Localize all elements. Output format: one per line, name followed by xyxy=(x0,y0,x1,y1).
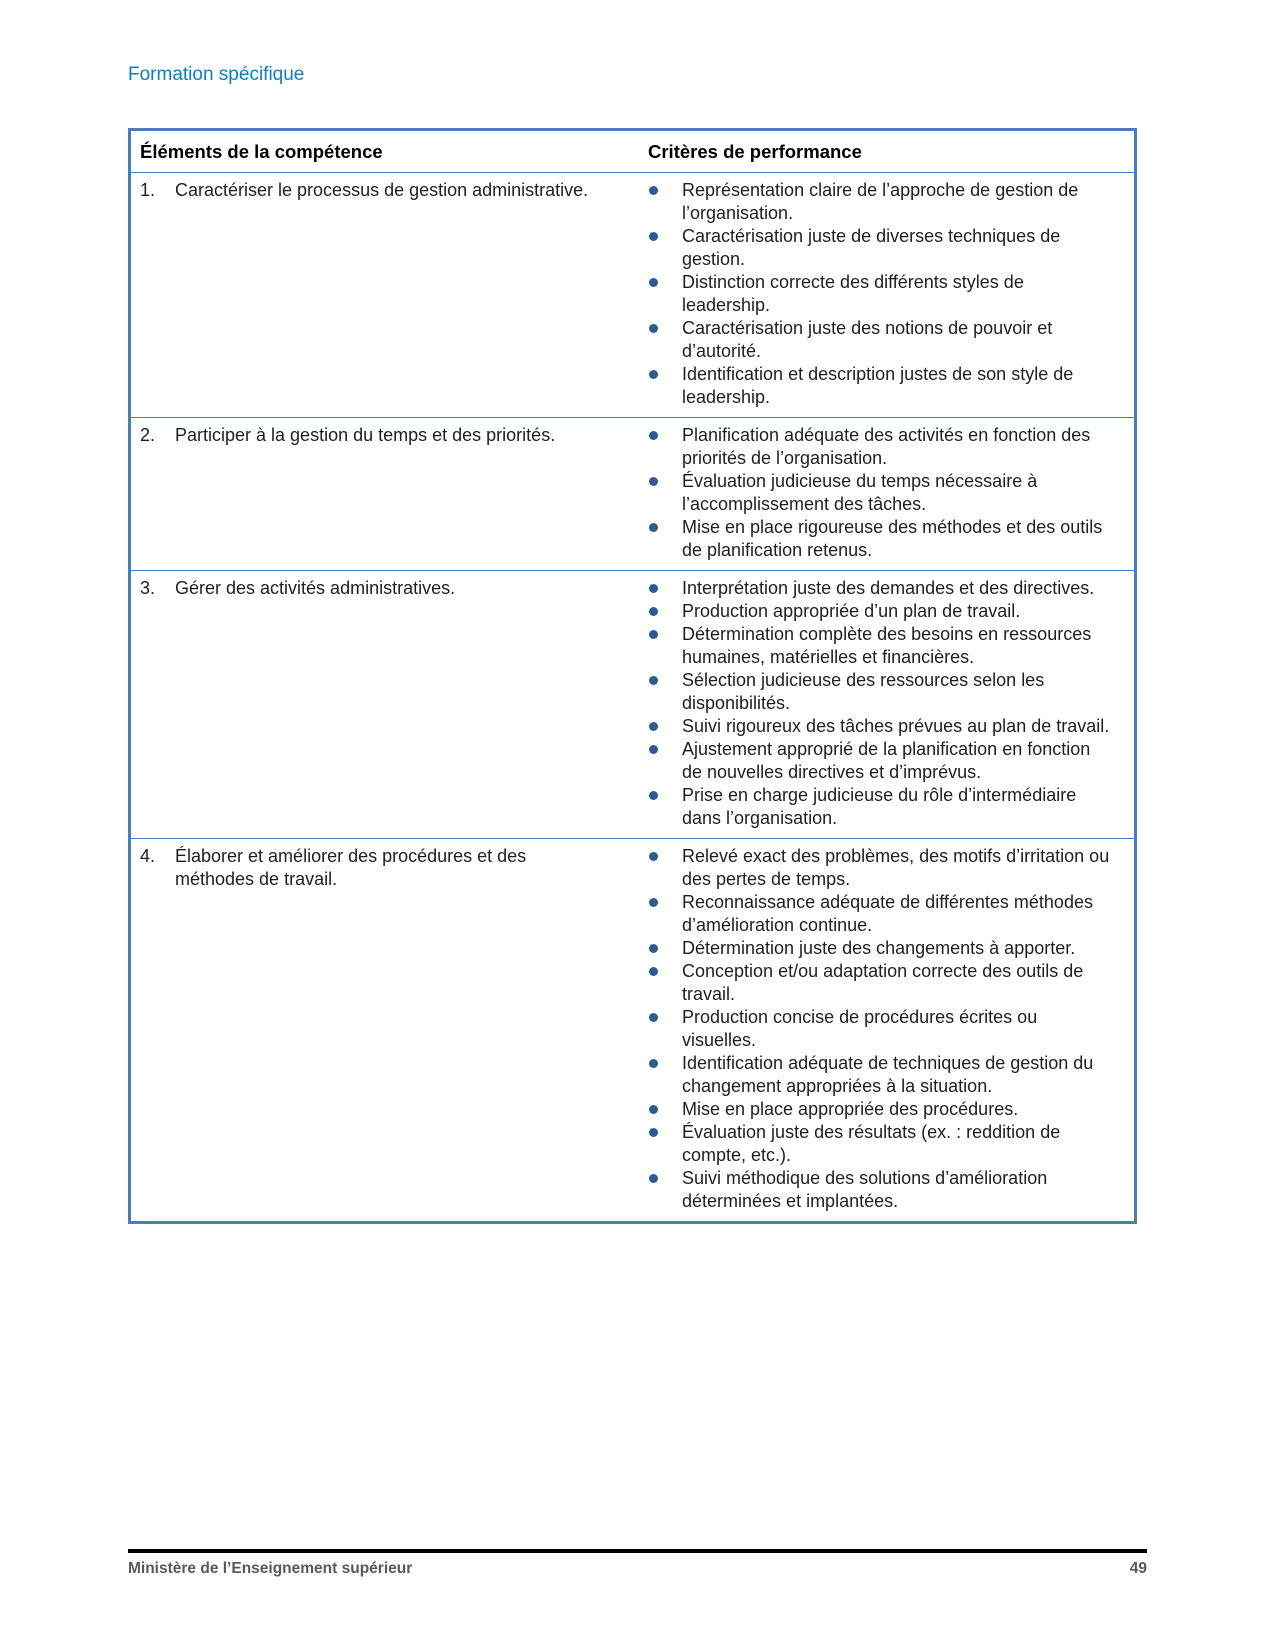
criteria-text: Production appropriée d’un plan de travail. xyxy=(682,601,1021,621)
bullet-icon xyxy=(649,1059,658,1068)
footer-ministry: Ministère de l’Enseignement supérieur xyxy=(128,1560,413,1577)
criteria-text: Suivi méthodique des solutions d’amélioration déterminées et implantées. xyxy=(682,1168,1048,1211)
bullet-icon xyxy=(649,1013,658,1022)
criteria-item xyxy=(648,600,1112,623)
criteria-item xyxy=(648,179,1112,225)
table-row xyxy=(131,173,1134,417)
criteria-text: Planification adéquate des activités en fonction des priorités de l’organisation. xyxy=(682,425,1091,468)
bullet-icon xyxy=(649,745,658,754)
criteria-text: Suivi rigoureux des tâches prévues au plan de travail. xyxy=(682,716,1110,736)
bullet-icon xyxy=(649,967,658,976)
bullet-icon xyxy=(649,630,658,639)
bullet-icon xyxy=(649,852,658,861)
element-cell xyxy=(131,571,615,838)
criteria-item xyxy=(648,424,1112,470)
criteria-item xyxy=(648,669,1112,715)
criteria-item xyxy=(648,845,1112,891)
column-header-elements: Éléments de la compétence xyxy=(140,141,383,162)
bullet-icon xyxy=(649,370,658,379)
criteria-item xyxy=(648,317,1112,363)
criteria-text: Conception et/ou adaptation correcte des outils de travail. xyxy=(682,961,1084,1004)
criteria-text: Caractérisation juste de diverses techniques de gestion. xyxy=(682,226,1061,269)
criteria-text: Représentation claire de l’approche de gestion de l’organisation. xyxy=(682,180,1079,223)
criteria-text: Distinction correcte des différents styles de leadership. xyxy=(682,272,1024,315)
bullet-icon xyxy=(649,1128,658,1137)
criteria-list xyxy=(648,577,1112,830)
criteria-item xyxy=(648,271,1112,317)
bullet-icon xyxy=(649,1105,658,1114)
bullet-icon xyxy=(649,324,658,333)
element-text: Gérer des activités administratives. xyxy=(175,578,456,598)
bullet-icon xyxy=(649,278,658,287)
criteria-list xyxy=(648,179,1112,409)
criteria-text: Détermination complète des besoins en ressources humaines, matérielles et financières. xyxy=(682,624,1092,667)
bullet-icon xyxy=(649,431,658,440)
criteria-item xyxy=(648,960,1112,1006)
bullet-icon xyxy=(649,676,658,685)
element-cell xyxy=(131,418,615,570)
criteria-text: Caractérisation juste des notions de pouvoir et d’autorité. xyxy=(682,318,1053,361)
criteria-text: Évaluation judicieuse du temps nécessaire à l’accomplissement des tâches. xyxy=(682,471,1038,514)
criteria-cell xyxy=(615,173,1134,417)
criteria-item xyxy=(648,715,1112,738)
criteria-item xyxy=(648,363,1112,409)
item-number: 1. xyxy=(140,180,156,200)
criteria-item xyxy=(648,1052,1112,1098)
table-row xyxy=(131,838,1134,1221)
bullet-icon xyxy=(649,944,658,953)
element-cell xyxy=(131,839,615,1221)
criteria-item xyxy=(648,1121,1112,1167)
criteria-text: Relevé exact des problèmes, des motifs d’irritation ou des pertes de temps. xyxy=(682,846,1110,889)
criteria-item xyxy=(648,225,1112,271)
criteria-text: Évaluation juste des résultats (ex. : reddition de compte, etc.). xyxy=(682,1122,1061,1165)
column-header-criteres: Critères de performance xyxy=(648,141,862,162)
criteria-text: Identification adéquate de techniques de gestion du changement appropriées à la situation. xyxy=(682,1053,1094,1096)
criteria-text: Reconnaissance adéquate de différentes méthodes d’amélioration continue. xyxy=(682,892,1093,935)
table-row xyxy=(131,417,1134,570)
criteria-item xyxy=(648,1006,1112,1052)
element-cell xyxy=(131,173,615,417)
criteria-text: Mise en place appropriée des procédures. xyxy=(682,1099,1019,1119)
table-body xyxy=(131,173,1134,1221)
criteria-text: Ajustement approprié de la planification en fonction de nouvelles directives et d’imprévus. xyxy=(682,739,1091,782)
criteria-item xyxy=(648,623,1112,669)
criteria-item xyxy=(648,577,1112,600)
criteria-cell xyxy=(615,571,1134,838)
criteria-item xyxy=(648,1167,1112,1213)
bullet-icon xyxy=(649,186,658,195)
criteria-item xyxy=(648,937,1112,960)
criteria-item xyxy=(648,1098,1112,1121)
footer-page-number: 49 xyxy=(1129,1560,1147,1577)
criteria-item xyxy=(648,738,1112,784)
criteria-text: Sélection judicieuse des ressources selon les disponibilités. xyxy=(682,670,1045,713)
table-header-row xyxy=(131,131,1134,173)
criteria-item xyxy=(648,470,1112,516)
criteria-cell xyxy=(615,839,1134,1221)
criteria-text: Interprétation juste des demandes et des directives. xyxy=(682,578,1095,598)
bullet-icon xyxy=(649,523,658,532)
criteria-list xyxy=(648,845,1112,1213)
item-number: 3. xyxy=(140,578,156,598)
footer-rule xyxy=(128,1549,1147,1553)
criteria-text: Identification et description justes de son style de leadership. xyxy=(682,364,1074,407)
bullet-icon xyxy=(649,898,658,907)
bullet-icon xyxy=(649,584,658,593)
criteria-text: Prise en charge judicieuse du rôle d’intermédiaire dans l’organisation. xyxy=(682,785,1077,828)
running-header: Formation spécifique xyxy=(128,64,305,85)
element-text: Participer à la gestion du temps et des priorités. xyxy=(175,425,556,445)
table-row xyxy=(131,570,1134,838)
criteria-item xyxy=(648,784,1112,830)
criteria-item xyxy=(648,891,1112,937)
bullet-icon xyxy=(649,477,658,486)
bullet-icon xyxy=(649,607,658,616)
competence-table xyxy=(128,128,1137,1224)
criteria-item xyxy=(648,516,1112,562)
page-footer xyxy=(128,1560,1147,1578)
criteria-list xyxy=(648,424,1112,562)
bullet-icon xyxy=(649,791,658,800)
criteria-text: Mise en place rigoureuse des méthodes et des outils de planification retenus. xyxy=(682,517,1103,560)
bullet-icon xyxy=(649,722,658,731)
bullet-icon xyxy=(649,232,658,241)
element-text: Caractériser le processus de gestion administrative. xyxy=(175,180,589,200)
criteria-text: Détermination juste des changements à apporter. xyxy=(682,938,1076,958)
item-number: 4. xyxy=(140,846,156,866)
criteria-text: Production concise de procédures écrites ou visuelles. xyxy=(682,1007,1038,1050)
criteria-cell xyxy=(615,418,1134,570)
item-number: 2. xyxy=(140,425,156,445)
bullet-icon xyxy=(649,1174,658,1183)
element-text: Élaborer et améliorer des procédures et des méthodes de travail. xyxy=(175,846,527,889)
